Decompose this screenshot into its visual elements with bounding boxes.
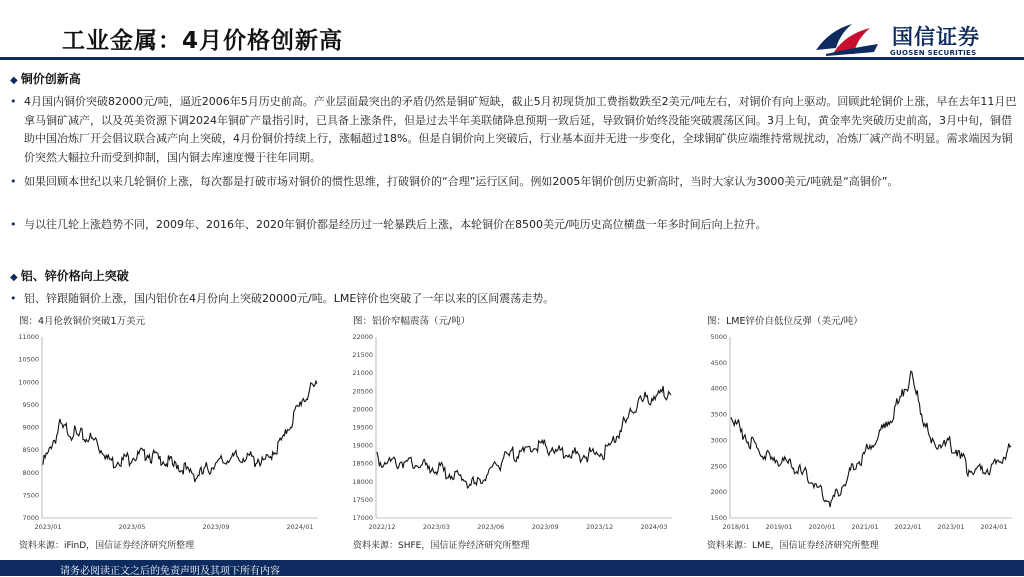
- y-tick-label: 10500: [18, 356, 39, 364]
- chart-source: 资料来源：LME，国信证券经济研究所整理: [707, 538, 878, 551]
- diamond-bullet-icon: ◆: [10, 272, 18, 283]
- x-tick-label: 2019/01: [765, 523, 792, 531]
- footer-disclaimer: 请务必阅读正文之后的免责声明及其项下所有内容: [60, 562, 280, 577]
- price-series-line: [377, 386, 671, 488]
- x-tick-label: 2023/09: [202, 523, 229, 531]
- y-tick-label: 20500: [352, 387, 373, 395]
- chart-source: 资料来源：iFinD，国信证券经济研究所整理: [19, 538, 194, 551]
- y-tick-label: 4000: [710, 385, 727, 393]
- y-tick-label: 21000: [352, 369, 373, 377]
- y-tick-label: 22000: [352, 333, 373, 341]
- list-item: [10, 216, 1018, 236]
- x-tick-label: 2024/03: [640, 523, 667, 531]
- x-tick-label: 2023/12: [586, 523, 613, 531]
- x-tick-label: 2024/01: [980, 523, 1007, 531]
- y-tick-label: 3000: [710, 436, 727, 444]
- chart-copy-price: [16, 313, 326, 553]
- copy-price-chart: [16, 331, 326, 536]
- chart-title: 图：4月伦敦铜价突破1万美元: [19, 313, 145, 327]
- y-tick-label: 3500: [710, 411, 727, 419]
- x-tick-label: 2022/12: [368, 523, 395, 531]
- logo-english: GUOSEN SECURITIES: [890, 49, 976, 57]
- section-heading-text: 铜价创新高: [21, 72, 81, 86]
- chart-title: 图：LME锌价自低位反弹（美元/吨）: [707, 313, 863, 327]
- price-series-line: [43, 381, 317, 482]
- bullet-dot-icon: •: [10, 93, 17, 112]
- bullet-dot-icon: •: [10, 173, 17, 192]
- y-tick-label: 4500: [710, 359, 727, 367]
- chart-zinc-price: [704, 313, 1020, 553]
- bullet-dot-icon: •: [10, 216, 17, 235]
- x-tick-label: 2020/01: [808, 523, 835, 531]
- y-tick-label: 19500: [352, 424, 373, 432]
- section-heading-metals: [10, 267, 129, 284]
- y-tick-label: 10000: [18, 378, 39, 386]
- y-tick-label: 7500: [22, 491, 39, 499]
- x-tick-label: 2023/05: [118, 523, 145, 531]
- list-item: [10, 93, 1018, 169]
- list-item: [10, 290, 1018, 310]
- bullet-text: 如果回顾本世纪以来几轮铜价上涨，每次都是打破市场对铜价的惯性思维，打破铜价的“合理”运行区间。例如2005年铜价创历史新高时，当时大家认为3000美元/吨就是“高铜价”。: [24, 173, 1020, 192]
- y-tick-label: 11000: [18, 333, 39, 341]
- y-tick-label: 17500: [352, 496, 373, 504]
- y-tick-label: 9000: [22, 424, 39, 432]
- section-heading-copy: [10, 70, 81, 87]
- y-tick-label: 21500: [352, 351, 373, 359]
- bullet-text: 4月国内铜价突破82000元/吨，逼近2006年5月历史前高。产业层面最突出的矛盾仍然是铜矿短缺，截止5月初现货加工费指数跌至2美元/吨左右，对铜价有向上驱动。回顾此轮铜价上涨，早在去年11月巴拿马铜矿减产，以及英美资源下调2024年铜矿产量指引时，已具备上涨条件，但是过去半年美联储降息预期一致后延，导致铜价始终没能突破震荡区间。3月上旬，黄金率先突破历史前高，3月中旬，铜借助中国冶炼厂开会倡议联合减产向上突破，4月份铜价持续上行，涨幅超过18%。但是自铜价向上突破后，行业基本面并无进一步变化，全球铜矿供应端维持常规扰动，冶炼厂减产尚不明显。需求端因为铜价突然大幅拉升而受到抑制，国内铜去库速度慢于往年同期。: [24, 93, 1020, 167]
- x-tick-label: 2022/01: [894, 523, 921, 531]
- y-tick-label: 18500: [352, 460, 373, 468]
- x-tick-label: 2023/09: [532, 523, 559, 531]
- bullet-text: 与以往几轮上涨趋势不同，2009年、2016年、2020年铜价都是经历过一轮暴跌后上涨，本轮铜价在8500美元/吨历史高位横盘一年多时间后向上拉升。: [24, 216, 1020, 235]
- y-tick-label: 5000: [710, 333, 727, 341]
- x-tick-label: 2021/01: [851, 523, 878, 531]
- x-tick-label: 2023/06: [477, 523, 504, 531]
- y-tick-label: 7000: [22, 514, 39, 522]
- bullet-text: 铝、锌跟随铜价上涨，国内铝价在4月份向上突破20000元/吨。LME锌价也突破了一年以来的区间震荡走势。: [24, 290, 1020, 309]
- chart-aluminum-price: [350, 313, 680, 553]
- x-tick-label: 2023/03: [423, 523, 450, 531]
- y-tick-label: 18000: [352, 478, 373, 486]
- y-tick-label: 8000: [22, 469, 39, 477]
- x-tick-label: 2024/01: [286, 523, 313, 531]
- y-tick-label: 20000: [352, 405, 373, 413]
- y-tick-label: 8500: [22, 446, 39, 454]
- y-tick-label: 19000: [352, 442, 373, 450]
- diamond-bullet-icon: ◆: [10, 75, 18, 86]
- aluminum-price-chart: [350, 331, 680, 536]
- page-title: 工业金属：4月价格创新高: [62, 22, 343, 55]
- chart-title: 图：铝价窄幅震荡（元/吨）: [353, 313, 470, 327]
- y-tick-label: 2000: [710, 488, 727, 496]
- y-tick-label: 9500: [22, 401, 39, 409]
- logo-name: 国信证券: [892, 21, 980, 51]
- x-tick-label: 2018/01: [722, 523, 749, 531]
- x-tick-label: 2023/01: [937, 523, 964, 531]
- chart-source: 资料来源：SHFE，国信证券经济研究所整理: [353, 538, 529, 551]
- section-heading-text: 铝、锌价格向上突破: [21, 269, 129, 283]
- price-series-line: [731, 371, 1011, 507]
- x-tick-label: 2023/01: [34, 523, 61, 531]
- y-tick-label: 1500: [710, 514, 727, 522]
- list-item: [10, 173, 1018, 211]
- bullet-dot-icon: •: [10, 290, 17, 309]
- zinc-price-chart: [704, 331, 1020, 536]
- y-tick-label: 17000: [352, 514, 373, 522]
- y-tick-label: 2500: [710, 462, 727, 470]
